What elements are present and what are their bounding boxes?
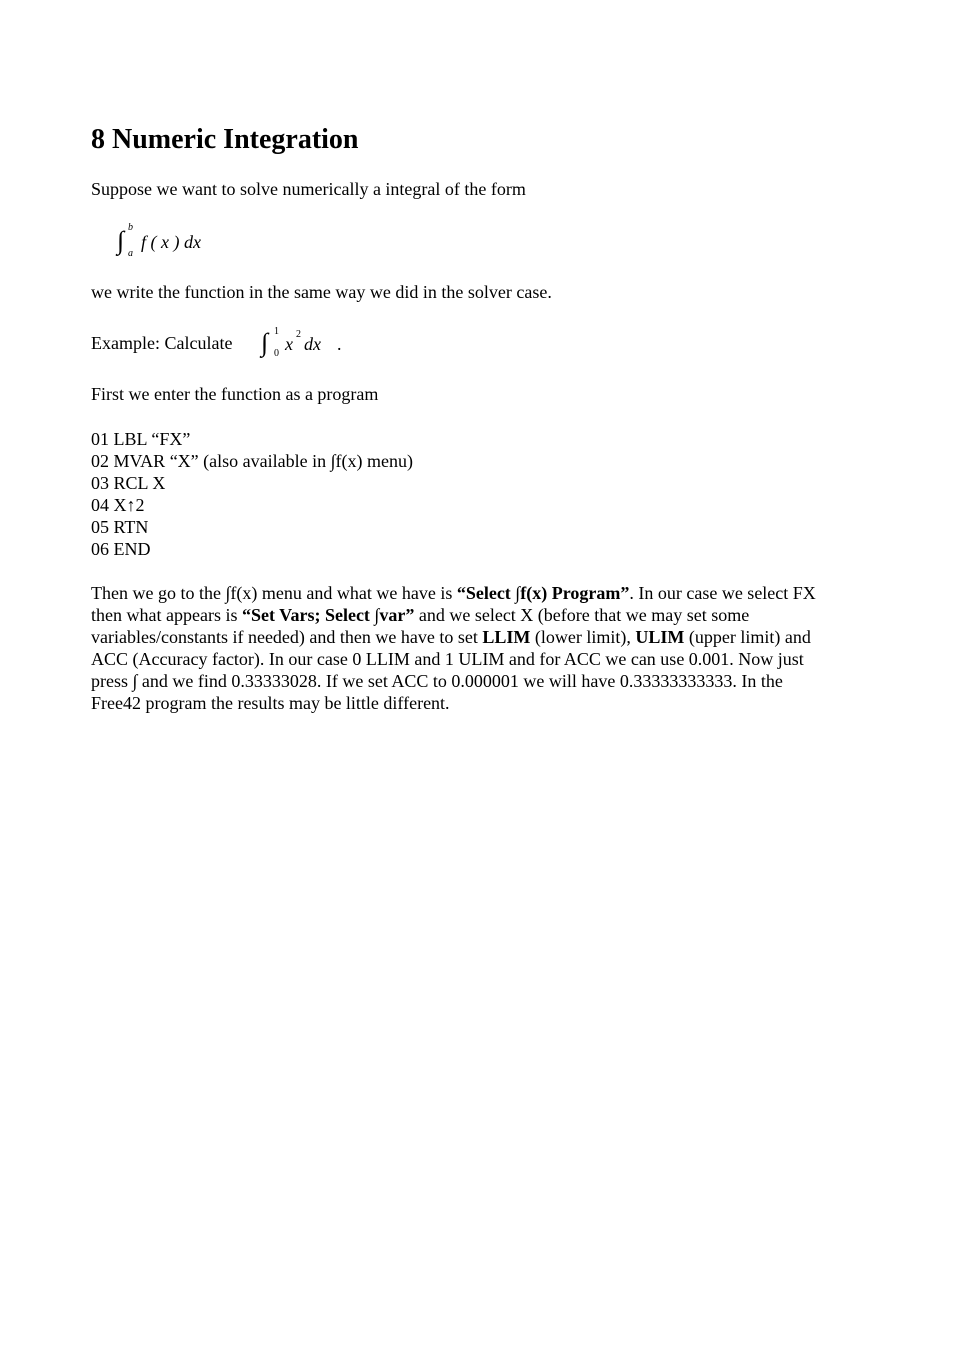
example-period: .: [337, 334, 342, 354]
menu-prompt-select-program: “Select ∫f(x) Program”: [456, 583, 630, 603]
intro-text: Suppose we want to solve numerically a integral of the form: [91, 179, 526, 199]
paragraph-line: [91, 582, 881, 604]
lower-limit: 0: [274, 348, 279, 359]
integrand-expression: f ( x ) dx: [141, 232, 201, 252]
text: . In our case we select FX: [629, 583, 816, 603]
integrand-base: x: [285, 334, 293, 354]
upper-limit: b: [128, 222, 133, 233]
text: and we select X (before that we may set some: [414, 605, 750, 625]
program-line: 01 LBL “FX”: [91, 429, 191, 449]
text: variables/constants if needed) and then we have to set: [91, 627, 483, 647]
text: then what appears is: [91, 605, 242, 625]
text: Then we go to the ∫f(x) menu and what we have is: [91, 583, 457, 603]
solver-note-text: we write the function in the same way we did in the solver case.: [91, 282, 552, 302]
integrand-dx: dx: [304, 334, 321, 354]
llim-term: LLIM: [482, 627, 531, 647]
integral-sign: ∫: [117, 226, 125, 255]
program-line: 03 RCL X: [91, 473, 166, 493]
program-line: 02 MVAR “X” (also available in ∫f(x) menu): [91, 451, 414, 471]
instructions-paragraph: [91, 582, 881, 714]
paragraph-line: [91, 604, 881, 626]
program-line: 04 X↑2: [91, 495, 145, 515]
ulim-term: ULIM: [635, 627, 685, 647]
integrand-exponent: 2: [296, 329, 301, 340]
program-listing: [91, 428, 413, 560]
paragraph-line: Free42 program the results may be little different.: [91, 693, 450, 713]
program-line: 05 RTN: [91, 517, 149, 537]
text: (upper limit) and: [684, 627, 811, 647]
section-heading: 8 Numeric Integration: [91, 124, 359, 155]
program-line: 06 END: [91, 539, 151, 559]
upper-limit: 1: [274, 326, 279, 337]
integral-formula: [117, 222, 237, 262]
text: (lower limit),: [530, 627, 636, 647]
example-integral: [261, 324, 361, 364]
menu-prompt-set-vars: “Set Vars; Select ∫var”: [241, 605, 415, 625]
lower-limit: a: [128, 248, 133, 259]
example-label: Example: Calculate: [91, 333, 233, 353]
program-intro-text: First we enter the function as a program: [91, 384, 379, 404]
paragraph-line: ACC (Accuracy factor). In our case 0 LLIM and 1 ULIM and for ACC we can use 0.001. Now just: [91, 649, 804, 669]
paragraph-line: press ∫ and we find 0.33333028. If we set ACC to 0.000001 we will have 0.33333333333. In the: [91, 671, 783, 691]
integral-sign: ∫: [261, 328, 269, 357]
paragraph-line: [91, 626, 881, 648]
